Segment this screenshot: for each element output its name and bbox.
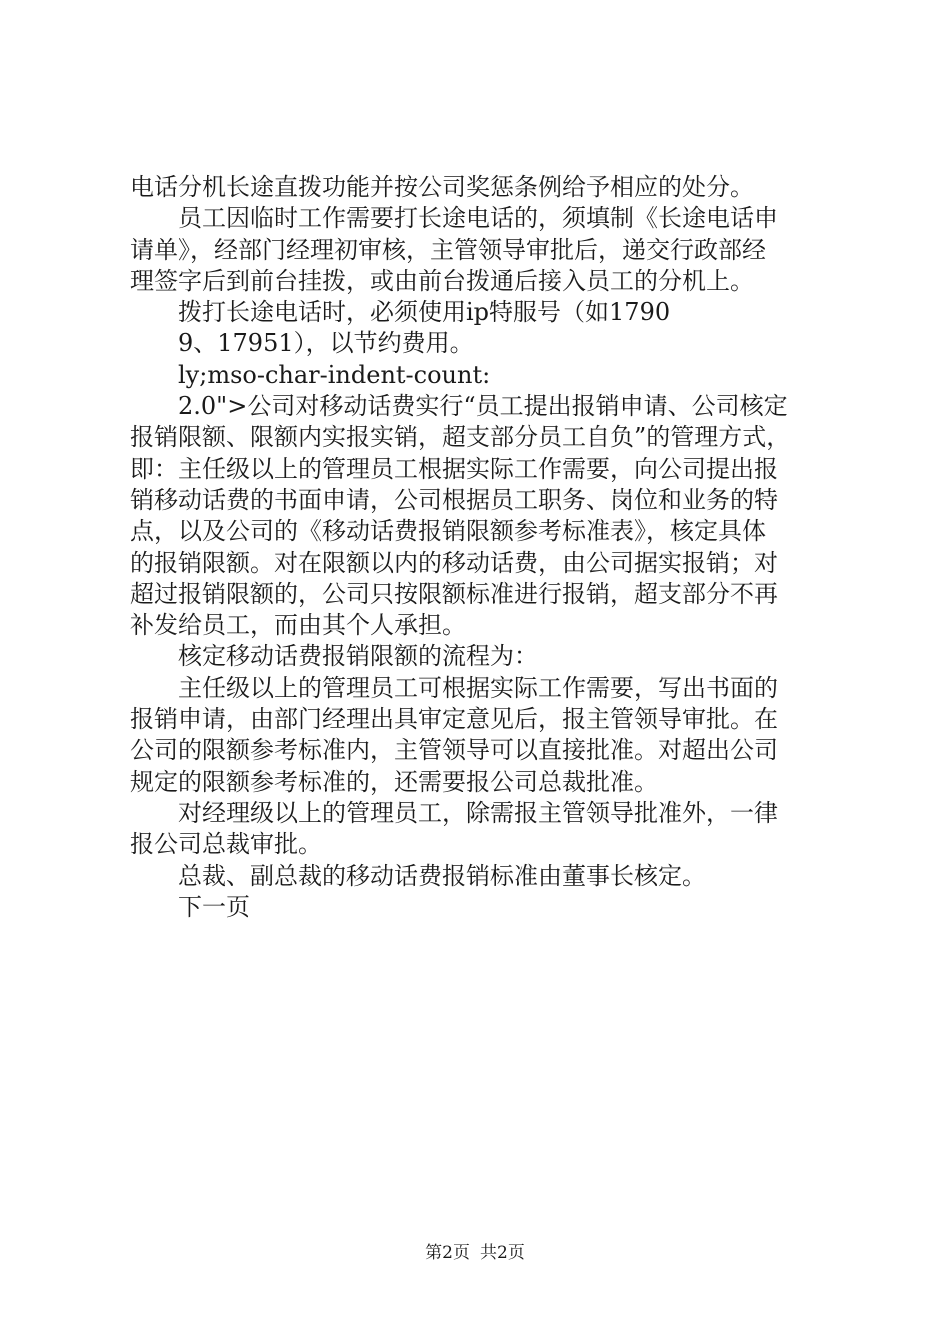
text-line: 的报销限额。对在限额以内的移动话费，由公司据实报销；对 xyxy=(130,548,778,577)
text-line: 2.0">公司对移动话费实行“员工提出报销申请、公司核定 xyxy=(178,392,788,421)
text-line: 拨打长途电话时，必须使用ip特服号（如1790 xyxy=(178,298,671,327)
next-page-link[interactable]: 下一页 xyxy=(178,892,250,921)
text-line: 报销限额、限额内实报实销，超支部分员工自负”的管理方式， xyxy=(130,423,791,452)
page-number: 第2页 xyxy=(425,1243,470,1263)
text-line: 请单》，经部门经理初审核，主管领导审批后，递交行政部经 xyxy=(130,235,766,264)
text-line: 销移动话费的书面申请，公司根据员工职务、岗位和业务的特 xyxy=(130,485,778,514)
text-line: 报销申请，由部门经理出具审定意见后，报主管领导审批。在 xyxy=(130,705,778,734)
text-line: 规定的限额参考标准的，还需要报公司总裁批准。 xyxy=(130,767,658,796)
text-line: 补发给员工，而由其个人承担。 xyxy=(130,611,466,640)
text-line: 理签字后到前台挂拨，或由前台拨通后接入员工的分机上。 xyxy=(130,266,754,295)
text-line: 总裁、副总裁的移动话费报销标准由董事长核定。 xyxy=(178,861,706,890)
text-line: 报公司总裁审批。 xyxy=(130,830,322,859)
text-line: 员工因临时工作需要打长途电话的，须填制《长途电话申 xyxy=(178,204,778,233)
text-line: 主任级以上的管理员工可根据实际工作需要，写出书面的 xyxy=(178,673,778,702)
text-line: 公司的限额参考标准内，主管领导可以直接批准。对超出公司 xyxy=(130,736,778,765)
text-line: 9、17951），以节约费用。 xyxy=(178,329,474,358)
page-footer xyxy=(0,1242,950,1264)
text-line: 核定移动话费报销限额的流程为： xyxy=(178,642,538,671)
text-line: 对经理级以上的管理员工，除需报主管领导批准外，一律 xyxy=(178,798,778,827)
page-total: 共2页 xyxy=(480,1243,525,1263)
document-body xyxy=(130,172,840,923)
text-line: ly;mso-char-indent-count: xyxy=(178,360,491,389)
text-line: 点，以及公司的《移动话费报销限额参考标准表》，核定具体 xyxy=(130,517,766,546)
text-line: 电话分机长途直拨功能并按公司奖惩条例给予相应的处分。 xyxy=(130,173,754,201)
text-line: 即：主任级以上的管理员工根据实际工作需要，向公司提出报 xyxy=(130,454,778,483)
text-line: 超过报销限额的，公司只按限额标准进行报销，超支部分不再 xyxy=(130,579,778,608)
